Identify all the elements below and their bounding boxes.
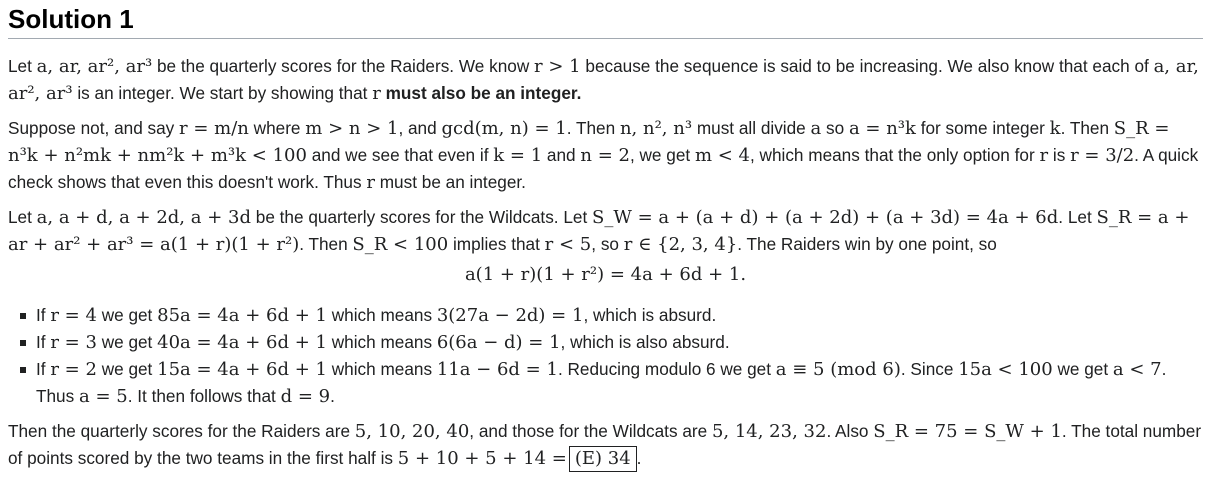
text: and we see that even if — [306, 145, 494, 165]
text: . — [636, 448, 642, 468]
text: If — [36, 332, 51, 352]
math: k = 1 — [493, 145, 543, 166]
text: . The total number of points scored by the two teams in the first half is — [8, 421, 1202, 468]
text: . Then — [299, 234, 353, 254]
text: is — [1048, 145, 1071, 165]
math: r — [366, 172, 375, 193]
text: implies that — [448, 234, 545, 254]
math: r = 2 — [50, 359, 97, 380]
math: r = 3 — [50, 332, 97, 353]
text: . Since — [900, 359, 959, 379]
math: 6(6a − d) = 1 — [436, 332, 561, 353]
text: If — [36, 359, 51, 379]
list-item — [36, 329, 1203, 356]
text: . Also — [826, 421, 874, 441]
text: we get — [1052, 359, 1113, 379]
math: k — [1049, 118, 1061, 139]
text: Let — [8, 56, 37, 76]
text: . Let — [1058, 207, 1097, 227]
text: Suppose not, and say — [8, 118, 180, 138]
bold-claim: must also be an integer. — [380, 83, 582, 103]
math: 11a − 6d = 1 — [436, 359, 558, 380]
text: . Then — [566, 118, 620, 138]
text: must be an integer. — [374, 172, 526, 192]
math: a < 7 — [1112, 359, 1162, 380]
paragraph-r-integer-proof — [8, 115, 1203, 196]
math: n, n², n³ — [619, 118, 693, 139]
text: be the quarterly scores for the Wildcats. Let — [250, 207, 593, 227]
math: n = 2 — [580, 145, 630, 166]
text: , which means that the only option for — [749, 145, 1040, 165]
math: m < 4 — [694, 145, 750, 166]
math: r = 4 — [50, 305, 97, 326]
text: , and those for the Wildcats are — [469, 421, 712, 441]
solution-heading: Solution 1 — [8, 0, 1203, 39]
math: m > n > 1 — [305, 118, 399, 139]
text: , which is also absurd. — [560, 332, 730, 352]
text: be the quarterly scores for the Raiders. We know — [152, 56, 535, 76]
paragraph-raiders-intro — [8, 53, 1203, 107]
math: 5, 14, 23, 32 — [711, 421, 827, 442]
math: 5, 10, 20, 40 — [354, 421, 470, 442]
text: must all divide — [692, 118, 811, 138]
math: 85a = 4a + 6d + 1 — [157, 305, 327, 326]
math: r — [372, 83, 381, 104]
text: so — [821, 118, 849, 138]
text: . Reducing modulo 6 we get — [557, 359, 776, 379]
case-list — [8, 302, 1203, 410]
math: a = 5 — [79, 386, 128, 407]
math: 40a = 4a + 6d + 1 — [157, 332, 327, 353]
math: r = m/n — [179, 118, 249, 139]
paragraph-conclusion — [8, 418, 1203, 472]
math: gcd(m, n) = 1 — [441, 118, 567, 139]
math: S_R < 100 — [352, 234, 449, 255]
math: r — [1039, 145, 1049, 166]
text: where — [248, 118, 306, 138]
paragraph-wildcats-setup — [8, 204, 1203, 258]
text: . Then — [1060, 118, 1114, 138]
text: which means — [326, 359, 437, 379]
boxed-answer: (E) 34 — [569, 446, 637, 472]
math: a — [810, 118, 822, 139]
math: S_R = 75 = S_W + 1 — [873, 421, 1062, 442]
text: , and — [398, 118, 442, 138]
math: 3(27a − 2d) = 1 — [436, 305, 584, 326]
math: a = n³k — [848, 118, 916, 139]
math: 15a < 100 — [958, 359, 1053, 380]
math: S_R = n³k + n²mk + nm²k + m³k < 100 — [8, 118, 1170, 166]
math: S_W = a + (a + d) + (a + 2d) + (a + 3d) = 4a + 6d — [592, 207, 1059, 228]
text: we get — [96, 359, 158, 379]
text: , which is absurd. — [583, 305, 717, 325]
math: r ∈ {2, 3, 4} — [623, 234, 738, 255]
text: Then the quarterly scores for the Raiders are — [8, 421, 355, 441]
text: we get — [96, 305, 158, 325]
math: 5 + 10 + 5 + 14 = — [397, 448, 567, 469]
text: . It then follows that — [127, 386, 281, 406]
text: . — [330, 386, 335, 406]
display-equation: a(1 + r)(1 + r²) = 4a + 6d + 1. — [464, 264, 747, 285]
math: S_R = a + ar + ar² + ar³ = a(1 + r)(1 + r²) — [8, 207, 1190, 255]
text: we get — [96, 332, 158, 352]
text: because the sequence is said to be increasing. We also know that each of — [580, 56, 1154, 76]
math: 15a = 4a + 6d + 1 — [157, 359, 327, 380]
text: , we get — [629, 145, 695, 165]
text: If — [36, 305, 51, 325]
text: . A quick check shows that even this doesn't work. Thus — [8, 145, 1199, 192]
math: a, ar, ar², ar³ — [36, 56, 153, 77]
text: which means — [326, 332, 437, 352]
text: and — [542, 145, 581, 165]
text: is an integer. We start by showing that — [72, 83, 373, 103]
text: , so — [591, 234, 624, 254]
math: d = 9 — [280, 386, 331, 407]
list-item — [36, 356, 1203, 410]
math: a, a + d, a + 2d, a + 3d — [36, 207, 251, 228]
text: . Thus — [36, 359, 1167, 406]
math: r > 1 — [534, 56, 581, 77]
text: which means — [326, 305, 437, 325]
math: r = 3/2 — [1070, 145, 1135, 166]
text: Let — [8, 207, 37, 227]
math: a ≡ 5 (mod 6) — [775, 359, 901, 380]
math: a, ar, ar², ar³ — [8, 56, 1199, 104]
list-item — [36, 302, 1203, 329]
text: for some integer — [915, 118, 1050, 138]
text: . The Raiders win by one point, so — [737, 234, 997, 254]
math: r < 5 — [544, 234, 592, 255]
